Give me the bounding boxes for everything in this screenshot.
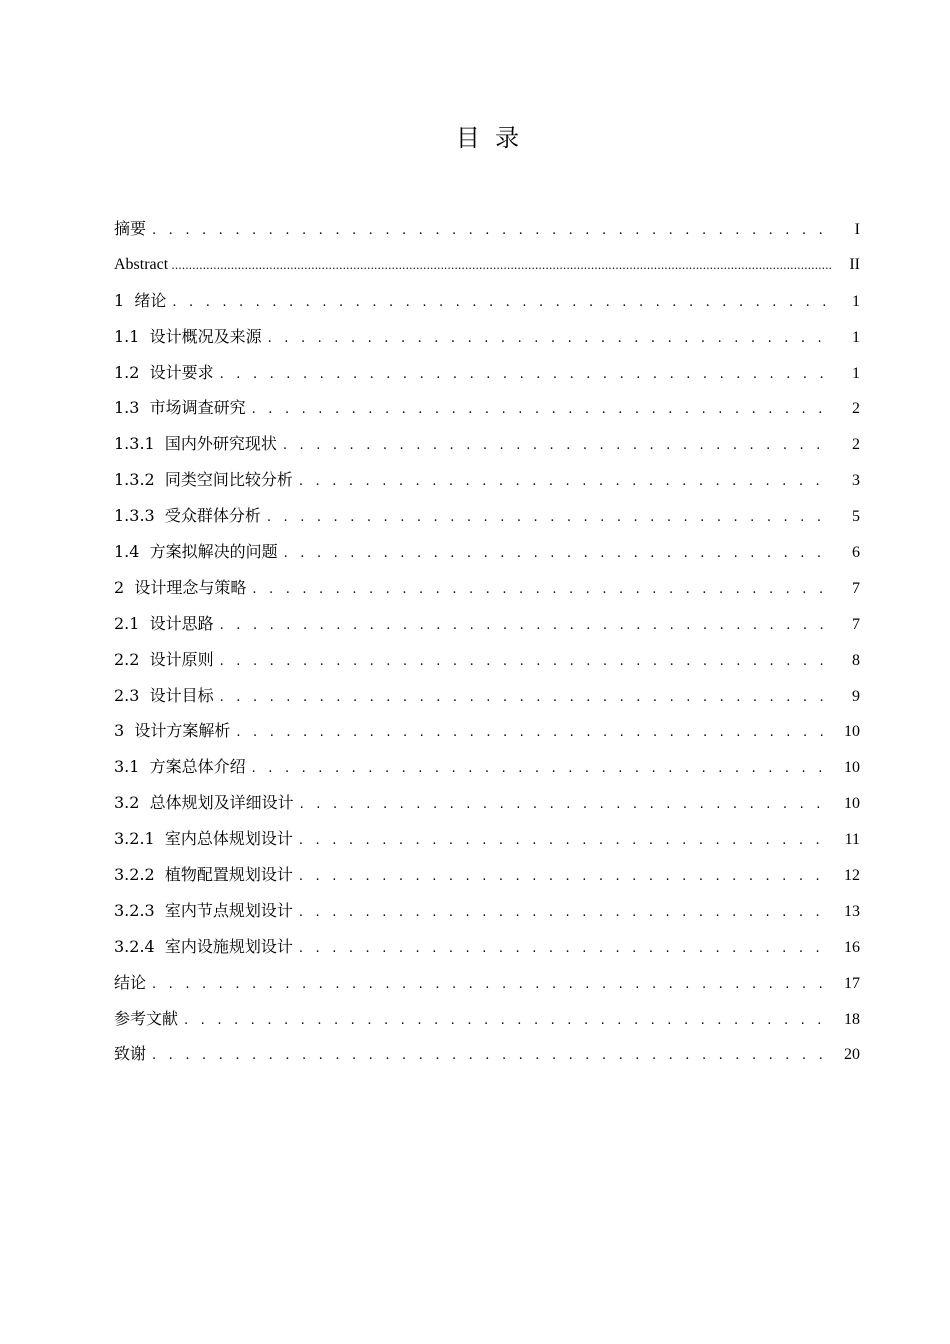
- toc-entry-label: 3.2.2 植物配置规划设计: [114, 865, 293, 885]
- toc-dot-leader: [284, 536, 832, 572]
- toc-entry-page: I: [854, 221, 860, 238]
- toc-entry[interactable]: [114, 893, 860, 929]
- toc-entry-label: 3 设计方案解析: [114, 721, 231, 741]
- toc-entry[interactable]: [114, 785, 860, 821]
- page-title: 目 录: [455, 124, 520, 152]
- toc-entry[interactable]: [114, 713, 860, 749]
- toc-dot-leader: [152, 213, 832, 249]
- toc-entry-page: 18: [844, 1010, 860, 1028]
- toc-entry[interactable]: [114, 570, 860, 606]
- toc-dot-leader: [300, 787, 832, 823]
- toc-entry-label: 2.2 设计原则: [114, 649, 214, 669]
- toc-entry-page: 10: [844, 795, 860, 813]
- toc-entry[interactable]: [114, 749, 860, 785]
- toc-entry-page: 7: [852, 579, 860, 597]
- toc-entry[interactable]: [114, 642, 860, 678]
- toc-entry-label: 结论: [114, 972, 147, 992]
- toc-entry-page: 1: [852, 328, 860, 346]
- toc-entry-label: 1.4 方案拟解决的问题: [114, 542, 278, 562]
- toc-entry-page: 6: [852, 544, 860, 562]
- toc-dot-leader: [236, 715, 832, 751]
- toc-entry-page: 1: [852, 292, 860, 310]
- toc-entry-page: 2: [852, 436, 860, 454]
- toc-dot-leader: [220, 357, 832, 393]
- toc-entry[interactable]: [114, 211, 860, 247]
- toc-entry-label: Abstract: [114, 255, 169, 273]
- toc-dot-leader: [268, 321, 832, 357]
- toc-entry[interactable]: [114, 283, 860, 319]
- toc-entry-page: 16: [844, 938, 860, 956]
- toc-dot-leader: [152, 1038, 832, 1074]
- toc-entry[interactable]: [114, 534, 860, 570]
- toc-entry-label: 摘要: [114, 219, 147, 238]
- table-of-contents: [114, 211, 860, 1072]
- toc-entry-page: 5: [852, 508, 860, 526]
- toc-entry[interactable]: [114, 929, 860, 965]
- toc-dot-leader: [299, 859, 832, 895]
- toc-entry[interactable]: [114, 247, 860, 283]
- toc-entry[interactable]: [114, 390, 860, 426]
- toc-dot-leader: [252, 392, 832, 428]
- toc-entry-label: 3.2 总体规划及详细设计: [114, 793, 294, 813]
- toc-entry-page: 10: [844, 759, 860, 777]
- toc-entry-page: 13: [844, 902, 860, 920]
- toc-dot-leader: [184, 1003, 832, 1039]
- toc-entry-label: 1 绪论: [114, 290, 167, 310]
- toc-entry-label: 1.3.2 同类空间比较分析: [114, 470, 293, 490]
- toc-entry[interactable]: [114, 1001, 860, 1037]
- toc-dot-leader: [171, 248, 832, 284]
- toc-entry-page: 2: [852, 400, 860, 418]
- toc-dot-leader: [299, 931, 832, 967]
- toc-entry-label: 2 设计理念与策略: [114, 577, 247, 597]
- toc-entry-label: 2.1 设计思路: [114, 613, 214, 633]
- toc-entry[interactable]: [114, 1036, 860, 1072]
- toc-dot-leader: [299, 823, 832, 859]
- toc-entry-page: 11: [844, 831, 860, 849]
- toc-entry[interactable]: [114, 319, 860, 355]
- toc-entry-label: 3.1 方案总体介绍: [114, 757, 246, 777]
- toc-dot-leader: [267, 500, 832, 536]
- toc-entry[interactable]: [114, 965, 860, 1001]
- toc-entry-page: II: [849, 255, 860, 273]
- toc-entry[interactable]: [114, 857, 860, 893]
- toc-entry[interactable]: [114, 426, 860, 462]
- toc-entry[interactable]: [114, 462, 860, 498]
- toc-entry-label: 2.3 设计目标: [114, 685, 214, 705]
- toc-dot-leader: [220, 680, 832, 716]
- toc-entry-page: 3: [852, 472, 860, 490]
- toc-dot-leader: [299, 464, 832, 500]
- toc-entry-label: 致谢: [114, 1044, 147, 1064]
- toc-entry-label: 1.3.3 受众群体分析: [114, 506, 261, 526]
- toc-entry-label: 3.2.4 室内设施规划设计: [114, 936, 293, 956]
- toc-entry[interactable]: [114, 498, 860, 534]
- toc-entry-label: 1.3 市场调查研究: [114, 398, 246, 418]
- toc-dot-leader: [220, 608, 832, 644]
- toc-entry-label: 1.2 设计要求: [114, 362, 214, 382]
- toc-entry-label: 参考文献: [114, 1008, 179, 1028]
- toc-entry[interactable]: [114, 821, 860, 857]
- toc-entry-page: 12: [844, 867, 860, 885]
- toc-dot-leader: [152, 967, 832, 1003]
- toc-dot-leader: [252, 572, 832, 608]
- toc-dot-leader: [299, 895, 832, 931]
- toc-entry-label: 1.3.1 国内外研究现状: [114, 434, 277, 454]
- toc-entry-page: 7: [852, 615, 860, 633]
- toc-entry-label: 3.2.3 室内节点规划设计: [114, 900, 293, 920]
- toc-entry-label: 3.2.1 室内总体规划设计: [114, 829, 293, 849]
- toc-entry[interactable]: [114, 678, 860, 714]
- toc-entry-page: 9: [852, 687, 860, 705]
- toc-entry-page: 8: [852, 651, 860, 669]
- toc-dot-leader: [252, 751, 832, 787]
- toc-entry-label: 1.1 设计概况及来源: [114, 326, 262, 346]
- toc-dot-leader: [220, 644, 832, 680]
- toc-entry-page: 10: [844, 723, 860, 741]
- toc-dot-leader: [172, 285, 832, 321]
- toc-entry[interactable]: [114, 606, 860, 642]
- toc-entry-page: 1: [852, 364, 860, 382]
- toc-entry-page: 20: [844, 1046, 860, 1064]
- toc-entry-page: 17: [844, 974, 860, 992]
- toc-entry[interactable]: [114, 355, 860, 391]
- toc-dot-leader: [283, 428, 832, 464]
